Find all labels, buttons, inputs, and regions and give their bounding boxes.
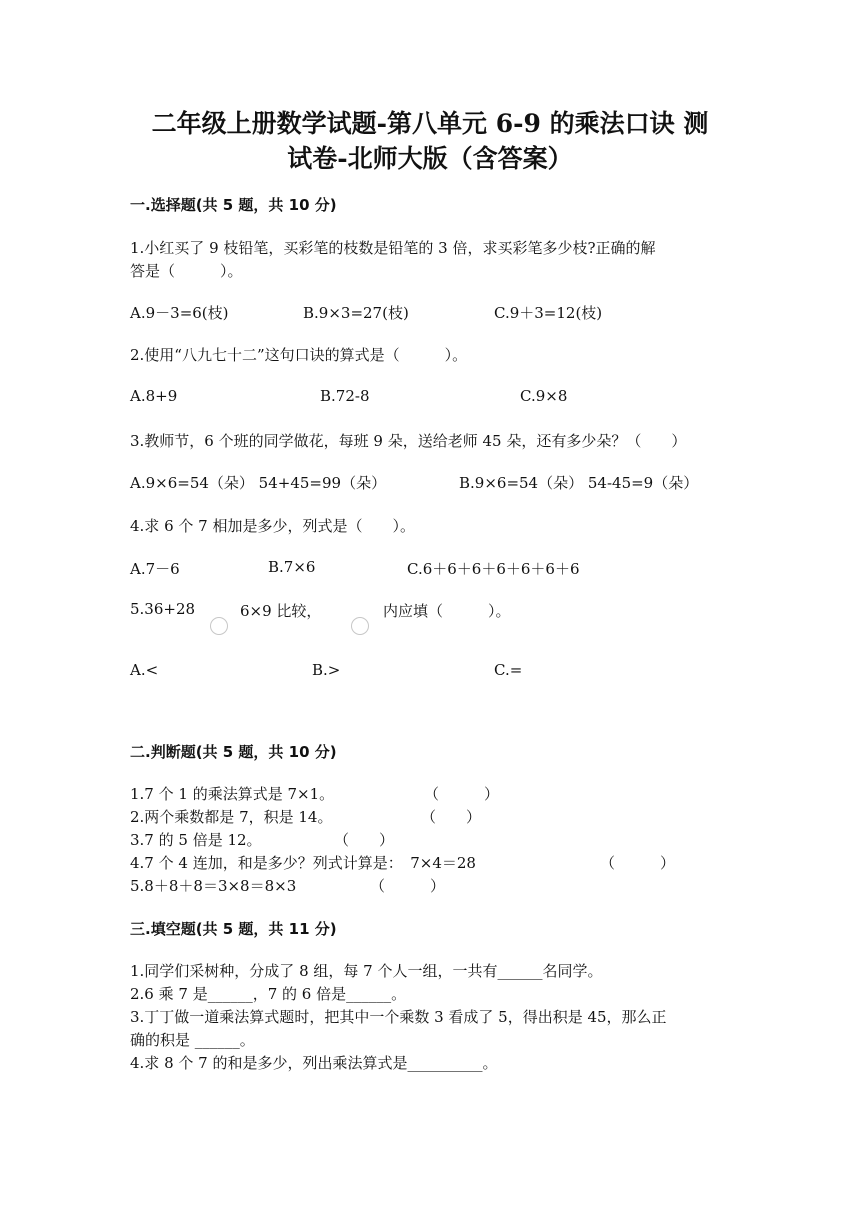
question-4-option-b: B.7×6 [268, 558, 316, 576]
judge-item-paren: （ ） [334, 831, 395, 849]
question-5-option-a: A.< [130, 661, 159, 679]
judge-item-text: 2.两个乘数都是 7，积是 14。 [130, 808, 333, 826]
section-heading-judge: 二.判断题(共 5 题，共 10 分) [130, 743, 337, 761]
fill-question-4: 4.求 8 个 7 的和是多少，列出乘法算式是__________。 [130, 1054, 498, 1072]
blank-circle-icon [351, 617, 369, 635]
question-4-option-c: C.6＋6＋6＋6＋6＋6＋6 [407, 560, 580, 578]
question-3-option-b: B.9×6=54（朵） 54-45=9（朵） [459, 474, 699, 492]
question-1-text: 1.小红买了 9 枝铅笔，买彩笔的枝数是铅笔的 3 倍，求买彩笔多少枝?正确的解 [130, 239, 656, 257]
judge-item-paren: （ ） [370, 877, 446, 895]
fill-question-2: 2.6 乘 7 是______，7 的 6 倍是______。 [130, 985, 407, 1003]
question-2-option-b: B.72-8 [320, 387, 370, 405]
judge-item-paren: （ ） [421, 808, 482, 826]
fill-question-1: 1.同学们采树种，分成了 8 组，每 7 个人一组，一共有______名同学。 [130, 962, 603, 980]
judge-item-text: 3.7 的 5 倍是 12。 [130, 831, 262, 849]
question-1-text-cont: 答是（ ）。 [130, 262, 243, 280]
judge-item-paren: （ ） [600, 854, 676, 872]
judge-item-paren: （ ） [424, 785, 500, 803]
question-5-text-part1: 5.36+28 [130, 600, 196, 618]
question-3-text: 3.教师节，6 个班的同学做花，每班 9 朵，送给老师 45 朵，还有多少朵？（ ） [130, 432, 687, 450]
blank-circle-icon [210, 617, 228, 635]
question-1-option-b: B.9×3=27(枝) [303, 304, 409, 322]
section-heading-fill: 三.填空题(共 5 题，共 11 分) [130, 920, 337, 938]
question-4-option-a: A.7－6 [130, 560, 180, 578]
page-title-line1: 二年级上册数学试题-第八单元 6-9 的乘法口诀 测 [151, 109, 709, 138]
question-1-option-a: A.9－3=6(枝) [130, 304, 229, 322]
question-1-option-c: C.9＋3=12(枝) [494, 304, 603, 322]
judge-item-text: 5.8＋8＋8＝3×8＝8×3 [130, 877, 297, 895]
question-2-text: 2.使用“八九七十二”这句口诀的算式是（ ）。 [130, 346, 468, 364]
question-4-text: 4.求 6 个 7 相加是多少，列式是（ ）。 [130, 517, 415, 535]
page-title-line2: 试卷-北师大版（含答案） [287, 144, 573, 173]
fill-question-3: 3.丁丁做一道乘法算式题时，把其中一个乘数 3 看成了 5，得出积是 45，那么正 [130, 1008, 667, 1026]
question-3-option-a: A.9×6=54（朵） 54+45=99（朵） [130, 474, 387, 492]
section-heading-choice: 一.选择题(共 5 题，共 10 分) [130, 196, 337, 214]
judge-item-text: 4.7 个 4 连加，和是多少？列式计算是： 7×4＝28 [130, 854, 476, 872]
question-5-option-c: C.= [494, 661, 523, 679]
question-2-option-c: C.9×8 [520, 387, 568, 405]
fill-question-3-cont: 确的积是 ______。 [130, 1031, 255, 1049]
judge-item-text: 1.7 个 1 的乘法算式是 7×1。 [130, 785, 335, 803]
question-5-text-part2: 6×9 比较， [240, 602, 322, 620]
question-5-option-b: B.> [312, 661, 341, 679]
question-5-text-part3: 内应填（ ）。 [383, 602, 511, 620]
question-2-option-a: A.8+9 [130, 387, 178, 405]
